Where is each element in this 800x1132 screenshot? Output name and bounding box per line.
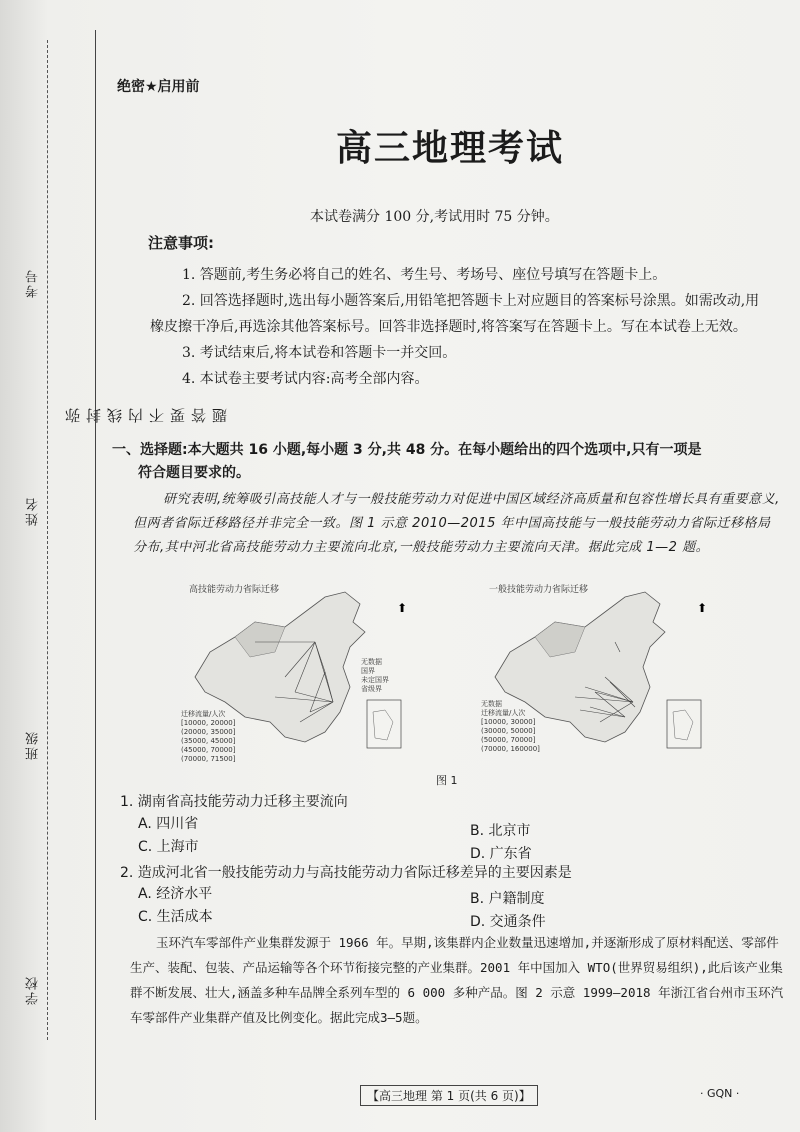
map-general-skill xyxy=(475,582,730,772)
confidential-mark: 绝密★启用前 xyxy=(117,79,200,95)
notice-list xyxy=(150,262,770,392)
passage-2 xyxy=(130,930,785,1030)
school-label: 学校 xyxy=(26,975,41,1005)
legend-title: 迁移流量/人次 xyxy=(481,709,526,717)
legend-item: 国界 xyxy=(361,667,375,675)
seal-warning-char: 不 xyxy=(148,380,166,423)
exam-number-label: 考号 xyxy=(26,268,41,298)
map-right-legend xyxy=(481,700,540,754)
seal-warning-char: 题 xyxy=(211,380,229,423)
q2-option-a: A. 经济水平 xyxy=(138,886,213,902)
legend-item: (50000, 70000] xyxy=(481,736,536,744)
paper-code: · GQN · xyxy=(700,1087,740,1100)
map-title: 一般技能劳动力省际迁移 xyxy=(489,585,589,595)
map-title: 高技能劳动力省际迁移 xyxy=(189,585,280,595)
class-label: 班级 xyxy=(26,730,41,760)
legend-item: (45000, 70000] xyxy=(181,746,236,754)
figure-caption: 图 1 xyxy=(436,774,458,787)
passage-2-text: 玉环汽车零部件产业集群发源于 1966 年。早期,该集群内企业数量迅速增加,并逐渐形成了原材料配送、零部件生产、装配、包装、产品运输等各个环节衔接完整的产业集群。2001 年中国加入 WTO(世界贸易组织),此后该产业集群不断发展、壮大,涵盖多种车品牌全系列车型的 6 000 多种产品。图 2 示意 1999—2018 年浙江省台州市玉环汽车零部件产业集群产值及比例变化。据此完成3—5题。 xyxy=(130,935,784,1025)
legend-item: (30000, 50000] xyxy=(481,727,536,735)
seal-warning-char: 弥 xyxy=(64,380,82,423)
page-title: 高三地理考试 xyxy=(335,127,564,169)
legend-item: (20000, 35000] xyxy=(181,728,236,736)
seal-warning-char: 线 xyxy=(106,380,124,423)
north-arrow-icon: ⬆ xyxy=(697,601,708,615)
legend-item: 未定国界 xyxy=(361,676,389,684)
legend-item: [10000, 30000] xyxy=(481,718,536,726)
legend-item: (70000, 71500] xyxy=(181,755,236,763)
q1-option-b: B. 北京市 xyxy=(470,823,531,839)
question-1-stem: 1. 湖南省高技能劳动力迁移主要流向 xyxy=(120,794,348,810)
notice-item: 4. 本试卷主要考试内容:高考全部内容。 xyxy=(182,371,429,387)
seal-warning-char: 内 xyxy=(127,380,145,423)
legend-item: (70000, 160000] xyxy=(481,745,540,753)
legend-item: 省级界 xyxy=(361,685,382,693)
notice-item: 2. 回答选择题时,选出每小题答案后,用铅笔把答题卡上对应题目的答案标号涂黑。如需改动,用橡皮擦干净后,再选涂其他答案标号。回答非选择题时,将答案写在答题卡上。写在本试卷上无效。 xyxy=(150,293,760,335)
passage-1 xyxy=(133,488,783,560)
legend-item: 无数据 xyxy=(361,658,382,666)
map-high-skill xyxy=(175,582,430,772)
legend-item: [10000, 20000] xyxy=(181,719,236,727)
inset-map-frame xyxy=(667,700,701,748)
page-footer: 【高三地理 第 1 页(共 6 页)】 xyxy=(360,1085,538,1106)
q2-option-d: D. 交通条件 xyxy=(470,914,546,930)
q1-option-c: C. 上海市 xyxy=(138,839,199,855)
q2-option-b: B. 户籍制度 xyxy=(470,891,545,907)
notice-item: 3. 考试结束后,将本试卷和答题卡一并交回。 xyxy=(182,345,457,361)
q1-option-d: D. 广东省 xyxy=(470,846,532,862)
figure-1 xyxy=(175,582,735,772)
margin-line xyxy=(95,30,96,1120)
passage-1-text: 研究表明,统筹吸引高技能人才与一般技能劳动力对促进中国区域经济高质量和包容性增长具有重要意义,但两者省际迁移路径并非完全一致。图 1 示意 2010—2015 年中国高技能与一般技能劳动力省际迁移格局分布,其中河北省高技能劳动力主要流向北京,一般技能劳动力主要流向天津。据此完成 1—2 题。 xyxy=(133,492,780,555)
seal-warning-char: 封 xyxy=(85,380,103,423)
exam-subtitle: 本试卷满分 100 分,考试用时 75 分钟。 xyxy=(310,209,559,225)
name-label: 姓名 xyxy=(26,496,41,526)
legend-title: 迁移流量/人次 xyxy=(181,710,226,718)
map-left-legend xyxy=(361,658,389,694)
legend-item: 无数据 xyxy=(481,700,502,708)
north-arrow-icon: ⬆ xyxy=(397,601,408,615)
section-heading-line: 一、选择题:本大题共 16 小题,每小题 3 分,共 48 分。在每小题给出的四个选项中,只有一项是 xyxy=(112,442,702,458)
notice-item: 1. 答题前,考生务必将自己的姓名、考生号、考场号、座位号填写在答题卡上。 xyxy=(182,267,667,283)
seal-warning-char: 要 xyxy=(169,380,187,423)
map-left-flow-legend xyxy=(181,710,235,764)
seal-line xyxy=(47,40,48,1040)
notice-title: 注意事项: xyxy=(148,234,214,252)
seal-warning-char: 答 xyxy=(190,380,208,423)
section-heading-line: 符合题目要求的。 xyxy=(138,465,250,481)
question-2-stem: 2. 造成河北省一般技能劳动力与高技能劳动力省际迁移差异的主要因素是 xyxy=(120,865,572,881)
q1-option-a: A. 四川省 xyxy=(138,816,199,832)
section-heading xyxy=(112,439,782,485)
inset-map-frame xyxy=(367,700,401,748)
q2-option-c: C. 生活成本 xyxy=(138,909,213,925)
legend-item: (35000, 45000] xyxy=(181,737,236,745)
